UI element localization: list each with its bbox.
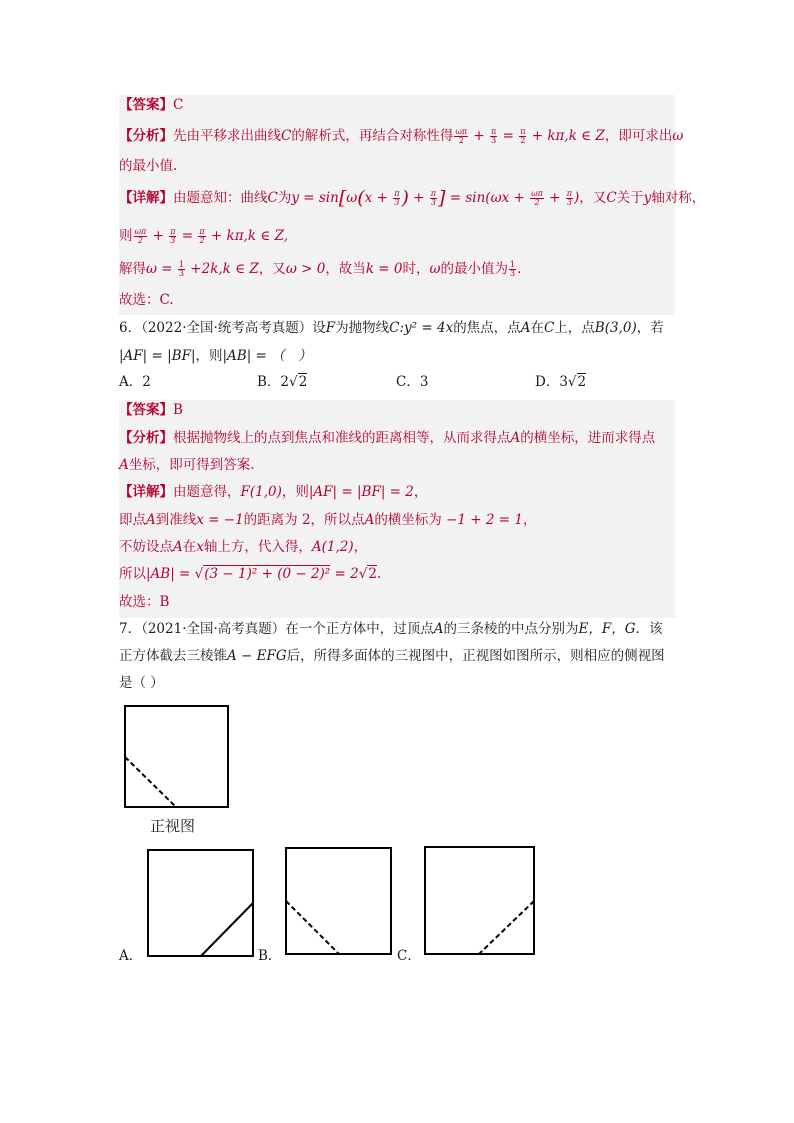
q5-analysis-line: 【分析】先由平移求出曲线C的解析式，再结合对称性得 $\frac{\omega\pi}{2}$ + $\frac{\pi}{3}$ = $\frac{\pi}{2}$ + kπ,k ∈ Z，即可求出ω	[119, 127, 684, 145]
q7-option-b-label[interactable]: B．	[258, 948, 282, 964]
q7-option-c-label[interactable]: C．	[397, 948, 421, 964]
front-view-label: 正视图	[150, 817, 196, 835]
front-view-figure	[124, 705, 230, 809]
q6-option-a[interactable]: A．2	[119, 374, 151, 390]
q6-stem-line-1: 6．（2022·全国·统考高考真题）设F为抛物线C:y² = 4x的焦点，点A在C上，点B(3,0)，若	[119, 320, 664, 336]
q5-solve-line: 解得ω = $\frac{1}{3}$ +2k,k ∈ Z，又ω > 0，故当k = 0时，ω的最小值为 $\frac{1}{3}$ .	[119, 260, 522, 278]
q7-stem-line-2: 正方体截去三棱锥A − EFG后，所得多面体的三视图中，正视图如图所示，则相应的侧视图	[119, 648, 665, 664]
q6-detail-line: 【详解】由题意得，F(1,0)，则|AF| = |BF| = 2，	[119, 484, 428, 500]
q6-option-c[interactable]: C．3	[396, 374, 429, 390]
q7-option-c-figure[interactable]	[424, 846, 536, 956]
q6-stem-line-2: |AF| = |BF|，则|AB| = （ ）	[119, 348, 312, 364]
q7-stem-line-3: 是（ ）	[119, 675, 164, 691]
q7-option-a-figure[interactable]	[147, 849, 255, 958]
q6-option-d[interactable]: D．3√2	[535, 374, 587, 390]
q6-analysis-line-2: A坐标，即可得到答案.	[119, 457, 255, 473]
q5-detail-line: 【详解】由题意知：曲线C为y = sin[ω(x + $\frac{\pi}{3}$ ) + $\frac{\pi}{3}$ ] = sin(ωx + $\frac{\omega\pi}{2}$ + $\frac{\pi}{3}$ )，又C关于y轴对称，	[119, 187, 706, 209]
q6-analysis-line: 【分析】根据抛物线上的点到焦点和准线的距离相等，从而求得点A的横坐标，进而求得点	[119, 430, 656, 446]
q5-final-line: 故选：C.	[119, 292, 174, 308]
q5-analysis-line-2: 的最小值.	[119, 158, 178, 174]
q7-option-b-figure[interactable]	[285, 847, 393, 956]
q5-detail-line-2: 则 $\frac{\omega\pi}{2}$ + $\frac{\pi}{3}$ = $\frac{\pi}{2}$ + kπ,k ∈ Z,	[119, 227, 289, 245]
q6-detail-line-4: 所以|AB| = √(3 − 1)² + (0 − 2)² = 2√2.	[119, 566, 382, 582]
q6-detail-line-2: 即点A到准线x = −1的距离为 2，所以点A的横坐标为 −1 + 2 = 1，	[119, 512, 537, 528]
q6-option-b[interactable]: B．2√2	[257, 374, 308, 390]
q7-stem-line-1: 7．（2021·全国·高考真题）在一个正方体中，过顶点A的三条棱的中点分别为E，F，G．该	[119, 621, 663, 637]
q7-option-a-label[interactable]: A．	[119, 948, 143, 964]
q6-final-line: 故选：B	[119, 594, 170, 610]
q6-detail-line-3: 不妨设点A在x轴上方，代入得，A(1,2)，	[119, 539, 368, 555]
q6-answer-line: 【答案】B	[119, 402, 183, 418]
q5-answer-line: 【答案】C	[119, 97, 184, 113]
